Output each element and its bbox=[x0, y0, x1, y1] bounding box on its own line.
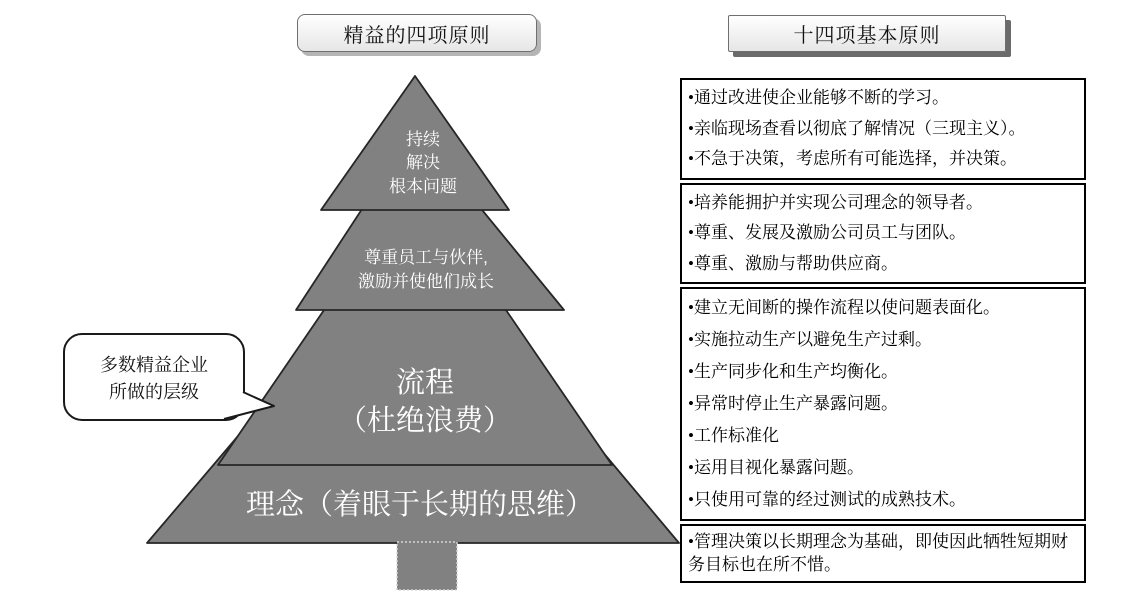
principles-section-1 bbox=[680, 78, 1086, 180]
principles-section-2 bbox=[680, 183, 1086, 285]
principle-item: •工作标准化 bbox=[688, 426, 779, 445]
principle-item: •通过改进使企业能够不断的学习。 bbox=[688, 88, 949, 107]
principle-item: •管理决策以长期理念为基础，即使因此牺牲短期财务目标也在所不惜。 bbox=[688, 532, 1068, 574]
callout-bubble bbox=[64, 334, 244, 420]
principle-item: •生产同步化和生产均衡化。 bbox=[688, 362, 898, 381]
principle-item: •运用目视化暴露问题。 bbox=[688, 458, 864, 477]
principle-item: •异常时停止生产暴露问题。 bbox=[688, 394, 898, 413]
level2-label-line1: 流程 bbox=[395, 367, 455, 399]
left-title-label: 精益的四项原则 bbox=[343, 24, 491, 47]
level3-label-line1: 尊重员工与伙伴, bbox=[364, 248, 488, 267]
callout-label-line1: 多数精益企业 bbox=[100, 355, 208, 375]
callout-label-line2: 所做的层级 bbox=[109, 382, 199, 402]
principle-item: •尊重、发展及激励公司员工与团队。 bbox=[688, 223, 966, 242]
principles-panel bbox=[680, 78, 1086, 586]
tree-trunk bbox=[397, 542, 457, 590]
principle-item: •亲临现场查看以彻底了解情况（三现主义）。 bbox=[688, 118, 1026, 138]
principle-item: •实施拉动生产以避免生产过剩。 bbox=[688, 330, 932, 349]
right-title-label: 十四项基本原则 bbox=[793, 25, 941, 47]
principle-item: •只使用可靠的经过测试的成熟技术。 bbox=[688, 490, 966, 509]
principle-item: •建立无间断的操作流程以使问题表面化。 bbox=[688, 298, 1000, 317]
level2-label-line2: （杜绝浪费） bbox=[337, 405, 513, 437]
level4-label-line1: 持续 bbox=[406, 130, 440, 149]
level3-label-line2: 激励并使他们成长 bbox=[358, 272, 494, 291]
principles-section-4 bbox=[680, 524, 1086, 583]
level4-label-line3: 根本问题 bbox=[389, 177, 457, 196]
level4-label-line2: 解决 bbox=[406, 153, 440, 172]
left-title-box bbox=[297, 14, 537, 52]
level1-label-line1: 理念（着眼于长期的思维） bbox=[245, 489, 595, 521]
principles-section-3 bbox=[680, 287, 1086, 521]
right-title-box bbox=[728, 15, 1006, 52]
principle-item: •培养能拥护并实现公司理念的领导者。 bbox=[688, 192, 983, 212]
principle-item: •不急于决策，考虑所有可能选择，并决策。 bbox=[688, 149, 1017, 168]
principle-item: •尊重、激励与帮助供应商。 bbox=[688, 253, 898, 273]
